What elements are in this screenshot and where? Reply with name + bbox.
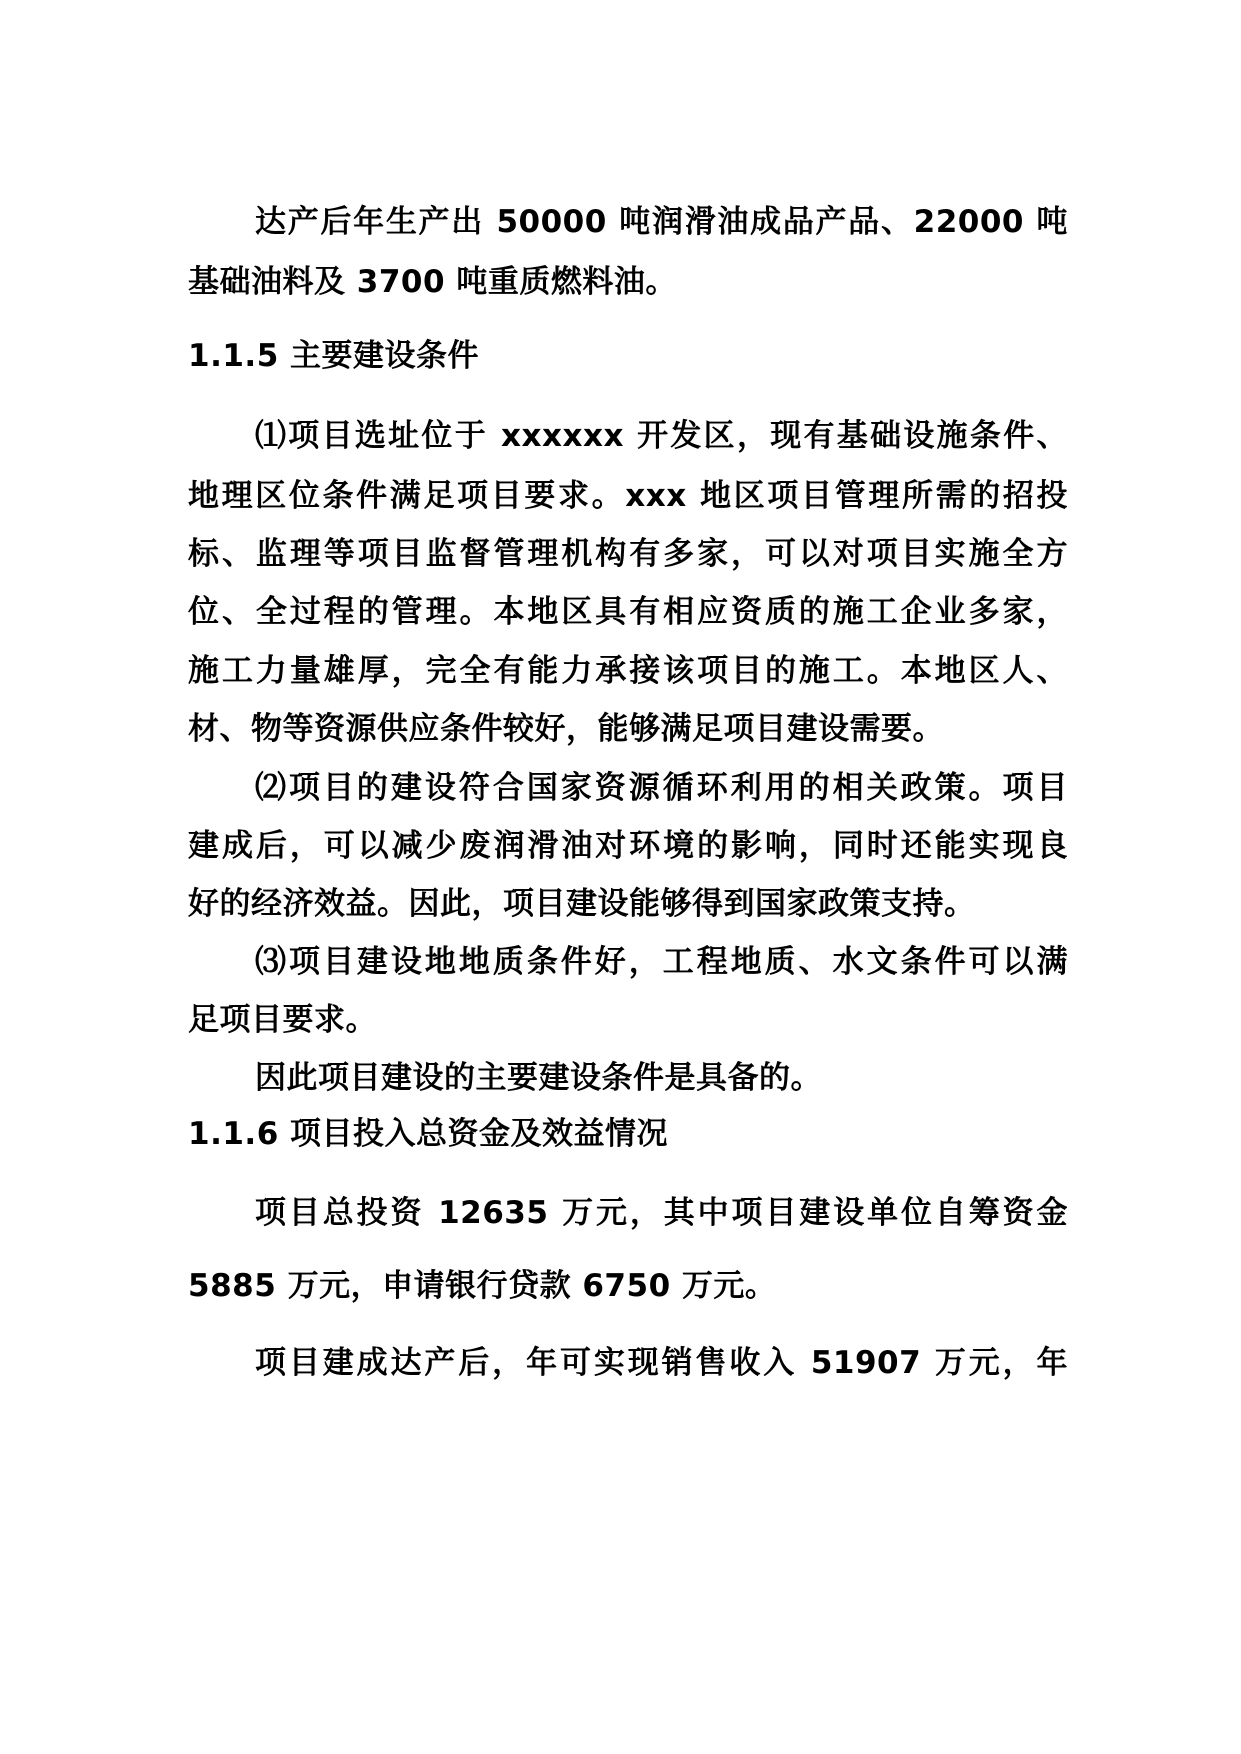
condition-2-line-2: 建成后，可以减少废润滑油对环境的影响，同时还能实现良: [188, 828, 1068, 864]
condition-1-line-2: 地理区位条件满足项目要求。xxx 地区项目管理所需的招投: [188, 478, 1068, 514]
condition-2-line-1: ⑵项目的建设符合国家资源循环利用的相关政策。项目: [255, 770, 1068, 806]
condition-3-line-2: 足项目要求。: [188, 1002, 377, 1038]
condition-2-line-3: 好的经济效益。因此，项目建设能够得到国家政策支持。: [188, 886, 976, 922]
section-heading-1-1-6: 1.1.6 项目投入总资金及效益情况: [188, 1116, 669, 1152]
paragraph-capacity-line-1: 达产后年生产出 50000 吨润滑油成品产品、22000 吨: [255, 204, 1068, 240]
condition-1-line-3: 标、监理等项目监督管理机构有多家，可以对项目实施全方: [188, 536, 1068, 572]
paragraph-capacity-line-2: 基础油料及 3700 吨重质燃料油。: [188, 264, 677, 300]
condition-3-line-1: ⑶项目建设地地质条件好，工程地质、水文条件可以满: [255, 944, 1068, 980]
condition-1-line-4: 位、全过程的管理。本地区具有相应资质的施工企业多家，: [188, 594, 1068, 630]
condition-1-line-1: ⑴项目选址位于 xxxxxx 开发区，现有基础设施条件、: [255, 418, 1068, 454]
condition-1-line-6: 材、物等资源供应条件较好，能够满足项目建设需要。: [188, 711, 944, 747]
investment-line-1: 项目总投资 12635 万元，其中项目建设单位自筹资金: [255, 1195, 1068, 1231]
section-heading-1-1-5: 1.1.5 主要建设条件: [188, 338, 480, 374]
investment-line-2: 5885 万元，申请银行贷款 6750 万元。: [188, 1268, 777, 1304]
conditions-conclusion: 因此项目建设的主要建设条件是具备的。: [255, 1060, 822, 1096]
revenue-line-1: 项目建成达产后，年可实现销售收入 51907 万元，年: [255, 1345, 1068, 1381]
condition-1-line-5: 施工力量雄厚，完全有能力承接该项目的施工。本地区人、: [188, 653, 1068, 689]
